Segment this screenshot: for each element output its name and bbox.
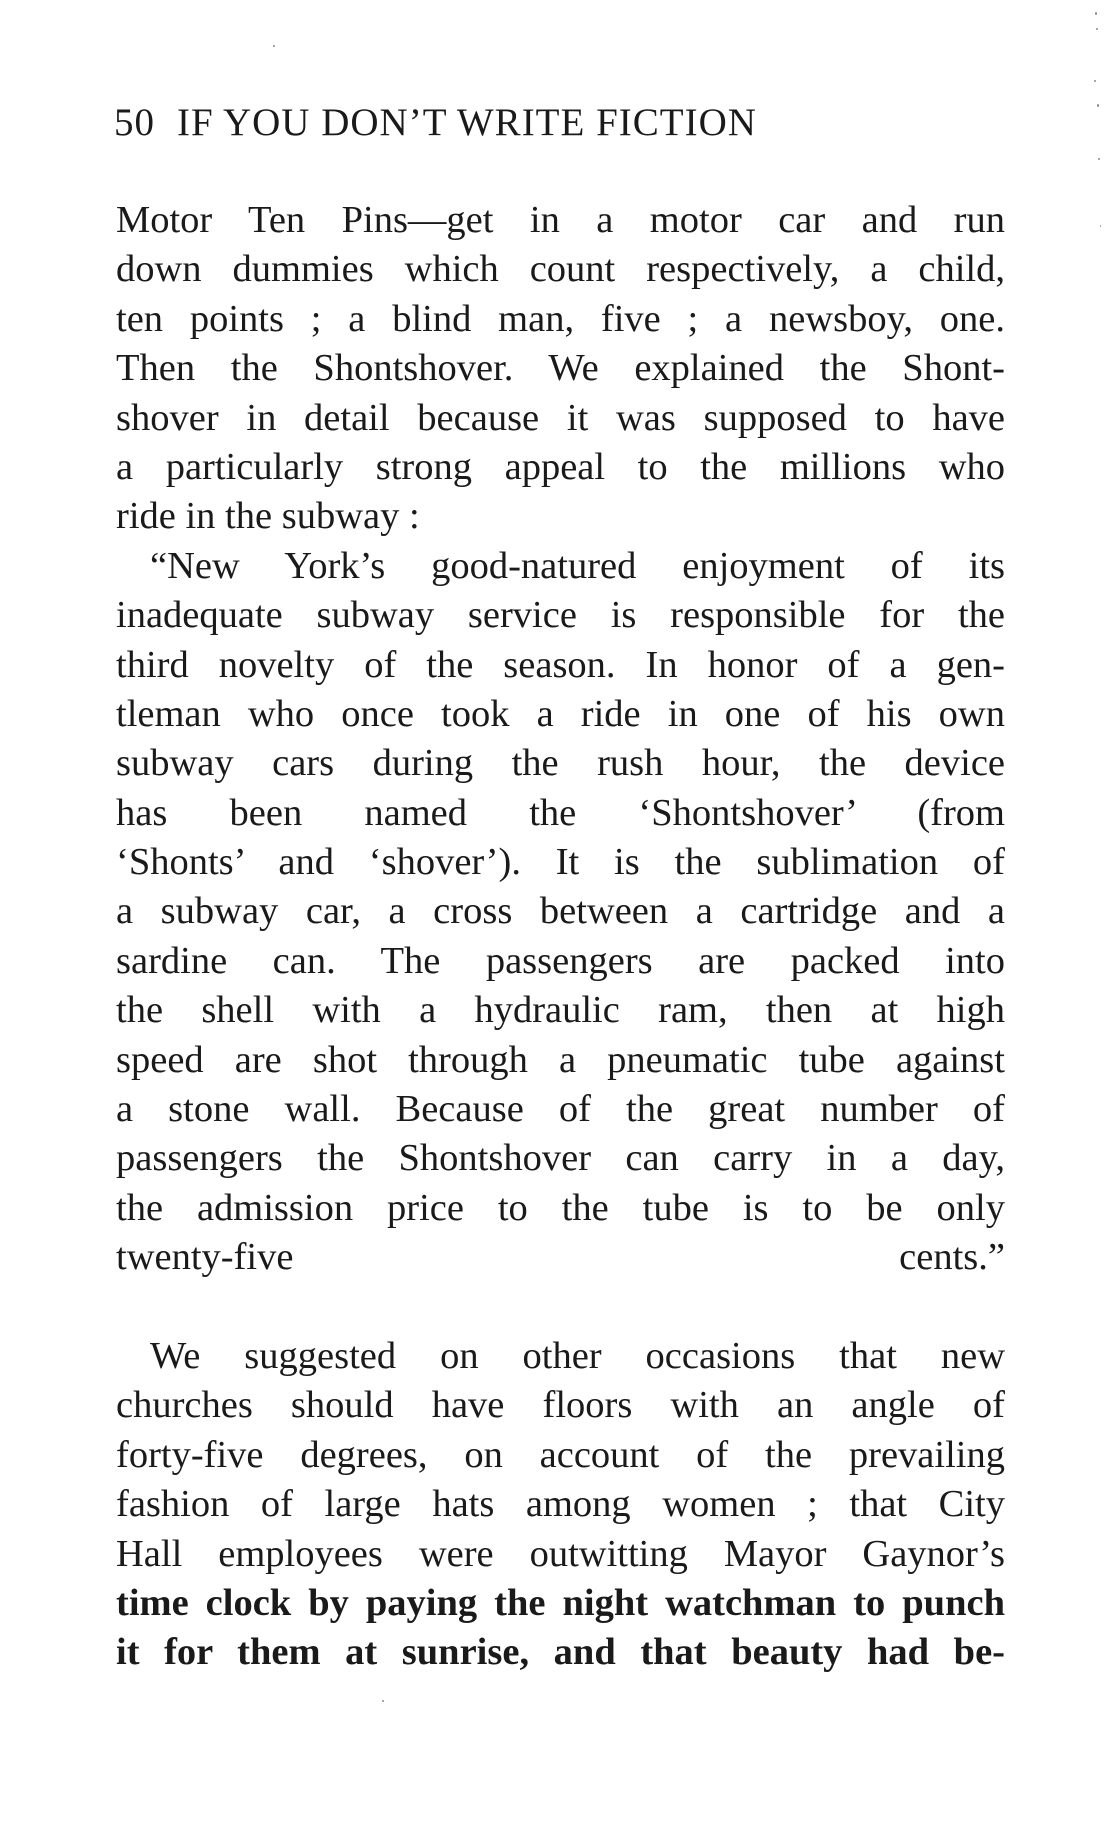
text-line: [116, 1283, 1005, 1332]
text-line: the shell with a hydraulic ram, then at high: [116, 989, 1005, 1032]
text-line: time clock by paying the night watchman to punch: [116, 1581, 1005, 1624]
text-line: down dummies which count respectively, a child,: [116, 248, 1005, 291]
text-line: fashion of large hats among women ; that City: [116, 1483, 1005, 1526]
speck-mark: [273, 45, 275, 47]
text-line: third novelty of the season. In honor of a gen-: [116, 643, 1005, 686]
speck-mark: [382, 1700, 384, 1702]
text-line: sardine can. The passengers are packed into: [116, 939, 1005, 982]
text-line: it for them at sunrise, and that beauty had be-: [116, 1631, 1005, 1674]
text-line: a subway car, a cross between a cartridge and a: [116, 890, 1005, 933]
text-line: twenty-five cents.”: [116, 1236, 1005, 1279]
speck-mark: [1096, 28, 1098, 30]
text-line: forty-five degrees, on account of the prevailing: [116, 1433, 1005, 1476]
running-head-title: IF YOU DON’T WRITE FICTION: [177, 101, 757, 144]
text-line: ten points ; a blind man, five ; a newsboy, one.: [116, 297, 1005, 340]
text-line: Hall employees were outwitting Mayor Gaynor’s: [116, 1532, 1005, 1575]
text-line: Motor Ten Pins—get in a motor car and run: [116, 199, 1005, 241]
body-text: [116, 196, 1005, 1678]
text-line: passengers the Shontshover can carry in a day,: [116, 1137, 1005, 1180]
speck-mark: [1095, 12, 1097, 15]
speck-mark: [1094, 80, 1096, 82]
text-line: Then the Shontshover. We explained the Shont-: [116, 347, 1005, 390]
text-line: a particularly strong appeal to the millions who: [116, 445, 1005, 488]
text-line: has been named the ‘Shontshover’ (from: [116, 791, 1005, 834]
text-line: the admission price to the tube is to be only: [116, 1186, 1005, 1229]
text-line: inadequate subway service is responsible for the: [116, 594, 1005, 637]
text-line: subway cars during the rush hour, the device: [116, 742, 1005, 785]
page-number: 50: [114, 101, 155, 144]
running-head: [114, 98, 1014, 148]
text-line: We suggested on other occasions that new: [150, 1334, 1005, 1377]
speck-mark: [1098, 158, 1100, 160]
text-line: ‘Shonts’ and ‘shover’). It is the sublimation of: [116, 841, 1005, 884]
text-line: speed are shot through a pneumatic tube against: [116, 1038, 1005, 1081]
speck-mark: [1100, 225, 1101, 227]
speck-mark: [1097, 104, 1099, 107]
text-line: shover in detail because it was supposed to have: [116, 396, 1005, 439]
text-line: tleman who once took a ride in one of his own: [116, 692, 1005, 735]
text-line: “New York’s good-natured enjoyment of its: [150, 544, 1005, 587]
text-line: a stone wall. Because of the great number of: [116, 1088, 1005, 1131]
text-line: churches should have floors with an angle of: [116, 1384, 1005, 1427]
text-line: ride in the subway :: [116, 495, 420, 538]
